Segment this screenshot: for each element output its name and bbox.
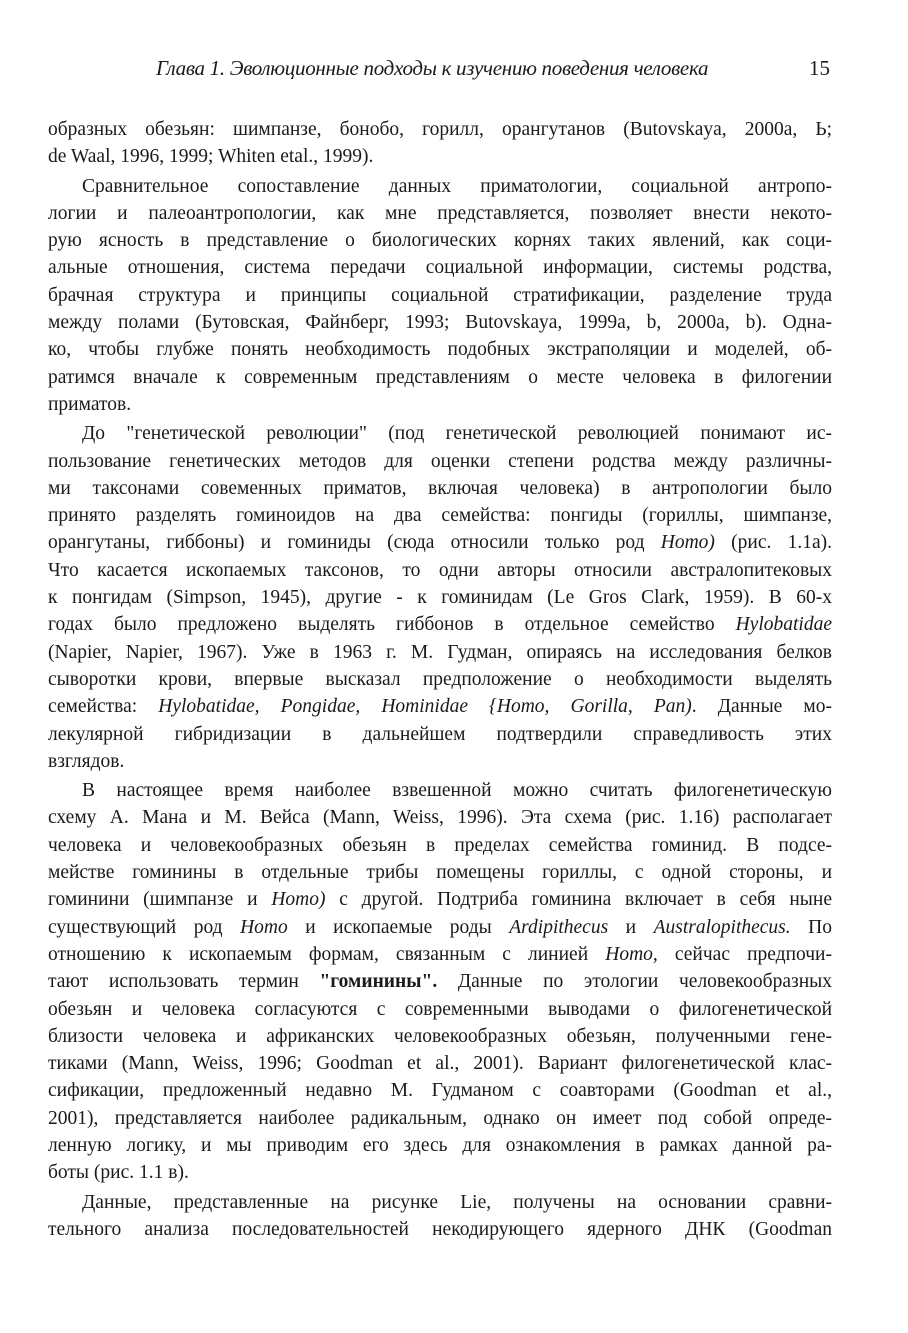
text-span: Данные, представленные на рисунке Lie, получены на основании сравни- (82, 1191, 832, 1213)
text-span: и ископаемые роды (287, 916, 510, 938)
text-line (48, 420, 832, 447)
text-line (48, 721, 832, 748)
text-line (48, 557, 832, 584)
italic-text: Australopithecus. (653, 916, 791, 938)
chapter-title: Глава 1. Эволюционные подходы к изучению поведения человека (156, 56, 709, 80)
text-span: тают использовать термин (48, 971, 320, 993)
text-line (48, 200, 832, 227)
text-span: к понгидам (Simpson, 1945), другие - к гоминидам (Le Gros Clark, 1959). В 60-х (48, 587, 832, 609)
text-span: боты (рис. 1.1 в). (48, 1162, 189, 1184)
italic-text: Hylobatidae (735, 614, 832, 636)
paragraph (48, 173, 832, 419)
text-span: Что касается ископаемых таксонов, то одни авторы относили австралопитековых (48, 559, 832, 581)
text-span: гоминини (шимпанзе и (48, 889, 272, 911)
text-span: В настоящее время наиболее взвешенной можно считать филогенетическую (82, 780, 832, 802)
text-span: До "генетической революции" (под генетической революцией понимают ис- (82, 423, 832, 445)
text-line (48, 1105, 832, 1132)
text-span: логии и палеоантропологии, как мне представляется, позволяет внести некото- (48, 202, 832, 224)
text-span: орангутаны, гиббоны) и гоминиды (сюда относили только род (48, 532, 661, 554)
text-span: человека и человекообразных обезьян в пределах семейства гоминид. В подсе- (48, 834, 832, 856)
text-span: Сравнительное сопоставление данных приматологии, социальной антропо- (82, 175, 832, 197)
page-body (48, 114, 832, 1243)
text-line (48, 859, 832, 886)
text-line (48, 336, 832, 363)
text-span: с другой. Подтриба гоминина включает в себя ныне (325, 889, 832, 911)
text-span: существующий род (48, 916, 241, 938)
text-line (48, 777, 832, 804)
text-span: (рис. 1.1а). (714, 532, 832, 554)
text-span: ратимся вначале к современным представлениям о месте человека в филогении (48, 366, 832, 388)
text-span: ленную логику, и мы приводим его здесь для ознакомления в рамках данной ра- (48, 1134, 832, 1156)
text-line (48, 309, 832, 336)
text-line (48, 639, 832, 666)
text-span: пользование генетических методов для оценки степени родства между различны- (48, 450, 832, 472)
text-line (48, 143, 832, 170)
text-span: рую ясность в представление о биологических корнях таких явлений, как соци- (48, 230, 832, 252)
text-line (48, 804, 832, 831)
text-line (48, 364, 832, 391)
text-line (48, 996, 832, 1023)
text-span: сыворотки крови, впервые высказал предположение о необходимости выделять (48, 668, 832, 690)
text-span: семейства: (48, 696, 159, 718)
text-span: обезьян и человека согласуются с современными выводами о филогенетической (48, 998, 832, 1020)
running-header (48, 56, 832, 86)
text-span: тиками (Mann, Weiss, 1996; Goodman et al., 2001). Вариант филогенетической клас- (48, 1053, 832, 1075)
text-span: близости человека и африканских человекообразных обезьян, полученными гене- (48, 1025, 832, 1047)
italic-text: Homo) (271, 889, 326, 911)
text-line (48, 1216, 832, 1243)
text-line (48, 886, 832, 913)
text-line (48, 475, 832, 502)
italic-text: Homo (240, 916, 288, 938)
text-line (48, 832, 832, 859)
italic-text: Homo) (660, 532, 715, 554)
italic-text: Homo, (605, 943, 658, 965)
text-span: По (790, 916, 832, 938)
text-span: лекулярной гибридизации в дальнейшем подтвердили справедливость этих (48, 723, 832, 745)
text-span: сификации, предложенный недавно М. Гудманом с соавторами (Goodman et al., (48, 1080, 832, 1102)
text-span: . Данные мо- (691, 696, 832, 718)
text-span: принято разделять гоминоидов на два семейства: понгиды (гориллы, шимпанзе, (48, 505, 832, 527)
text-span: Данные по этологии человекообразных (437, 971, 832, 993)
text-line (48, 1077, 832, 1104)
text-line (48, 254, 832, 281)
text-span: сейчас предпочи- (657, 943, 832, 965)
text-span: взглядов. (48, 750, 125, 772)
text-line (48, 227, 832, 254)
text-span: приматов. (48, 393, 132, 415)
text-span: отношению к ископаемым формам, связанным с линией (48, 943, 606, 965)
paragraph (48, 777, 832, 1186)
text-span: схему А. Мана и М. Вейса (Mann, Weiss, 1996). Эта схема (рис. 1.16) располагает (48, 807, 832, 829)
text-line (48, 693, 832, 720)
text-span: альные отношения, система передачи социальной информации, системы родства, (48, 257, 832, 279)
text-line (48, 1159, 832, 1186)
text-span: между полами (Бутовская, Файнберг, 1993; Butovskaya, 1999a, b, 2000a, b). Одна- (48, 312, 832, 334)
text-span: годах было предложено выделять гиббонов в отдельное семейство (48, 614, 736, 636)
text-span: мействе гоминины в отдельные трибы помещены гориллы, с одной стороны, и (48, 862, 832, 884)
text-span: образных обезьян: шимпанзе, бонобо, горилл, орангутанов (Butovskaya, 2000а, Ь; (48, 119, 832, 140)
text-line (48, 1189, 832, 1216)
text-line (48, 968, 832, 995)
text-line (48, 502, 832, 529)
paragraph (48, 116, 832, 171)
text-line (48, 584, 832, 611)
text-line (48, 529, 832, 556)
text-line (48, 914, 832, 941)
text-line (48, 941, 832, 968)
text-line (48, 282, 832, 309)
text-line (48, 748, 832, 775)
text-span: (Napier, Napier, 1967). Уже в 1963 г. М. Гудман, опираясь на исследования белков (48, 641, 832, 663)
bold-text: "гоминины". (319, 971, 438, 993)
italic-text: Ardipithecus (509, 916, 609, 938)
text-span: 2001), представляется наиболее радикальным, однако он имеет под собой опреде- (48, 1107, 832, 1129)
text-line (48, 116, 832, 143)
italic-text: Hylobatidae, Pongidae, Hominidae {Homo, Gorilla, Pan) (158, 696, 692, 718)
page-number: 15 (809, 56, 830, 80)
text-line (48, 666, 832, 693)
text-line (48, 448, 832, 475)
text-span: брачная структура и принципы социальной стратификации, разделение труда (48, 284, 832, 306)
text-line (48, 1050, 832, 1077)
text-span: ко, чтобы глубже понять необходимость подобных экстраполяции и моделей, об- (48, 339, 832, 361)
text-span: и (608, 916, 654, 938)
text-span: ми таксонами совеменных приматов, включая человека) в антропологии было (48, 477, 832, 499)
text-line (48, 611, 832, 638)
text-span: de Waal, 1996, 1999; Whiten etal., 1999). (48, 146, 374, 168)
text-line (48, 1023, 832, 1050)
text-line (48, 391, 832, 418)
text-line (48, 173, 832, 200)
text-span: тельного анализа последовательностей некодирующего ядерного ДНК (Goodman (48, 1218, 832, 1240)
paragraph (48, 420, 832, 775)
text-line (48, 1132, 832, 1159)
paragraph (48, 1189, 832, 1244)
